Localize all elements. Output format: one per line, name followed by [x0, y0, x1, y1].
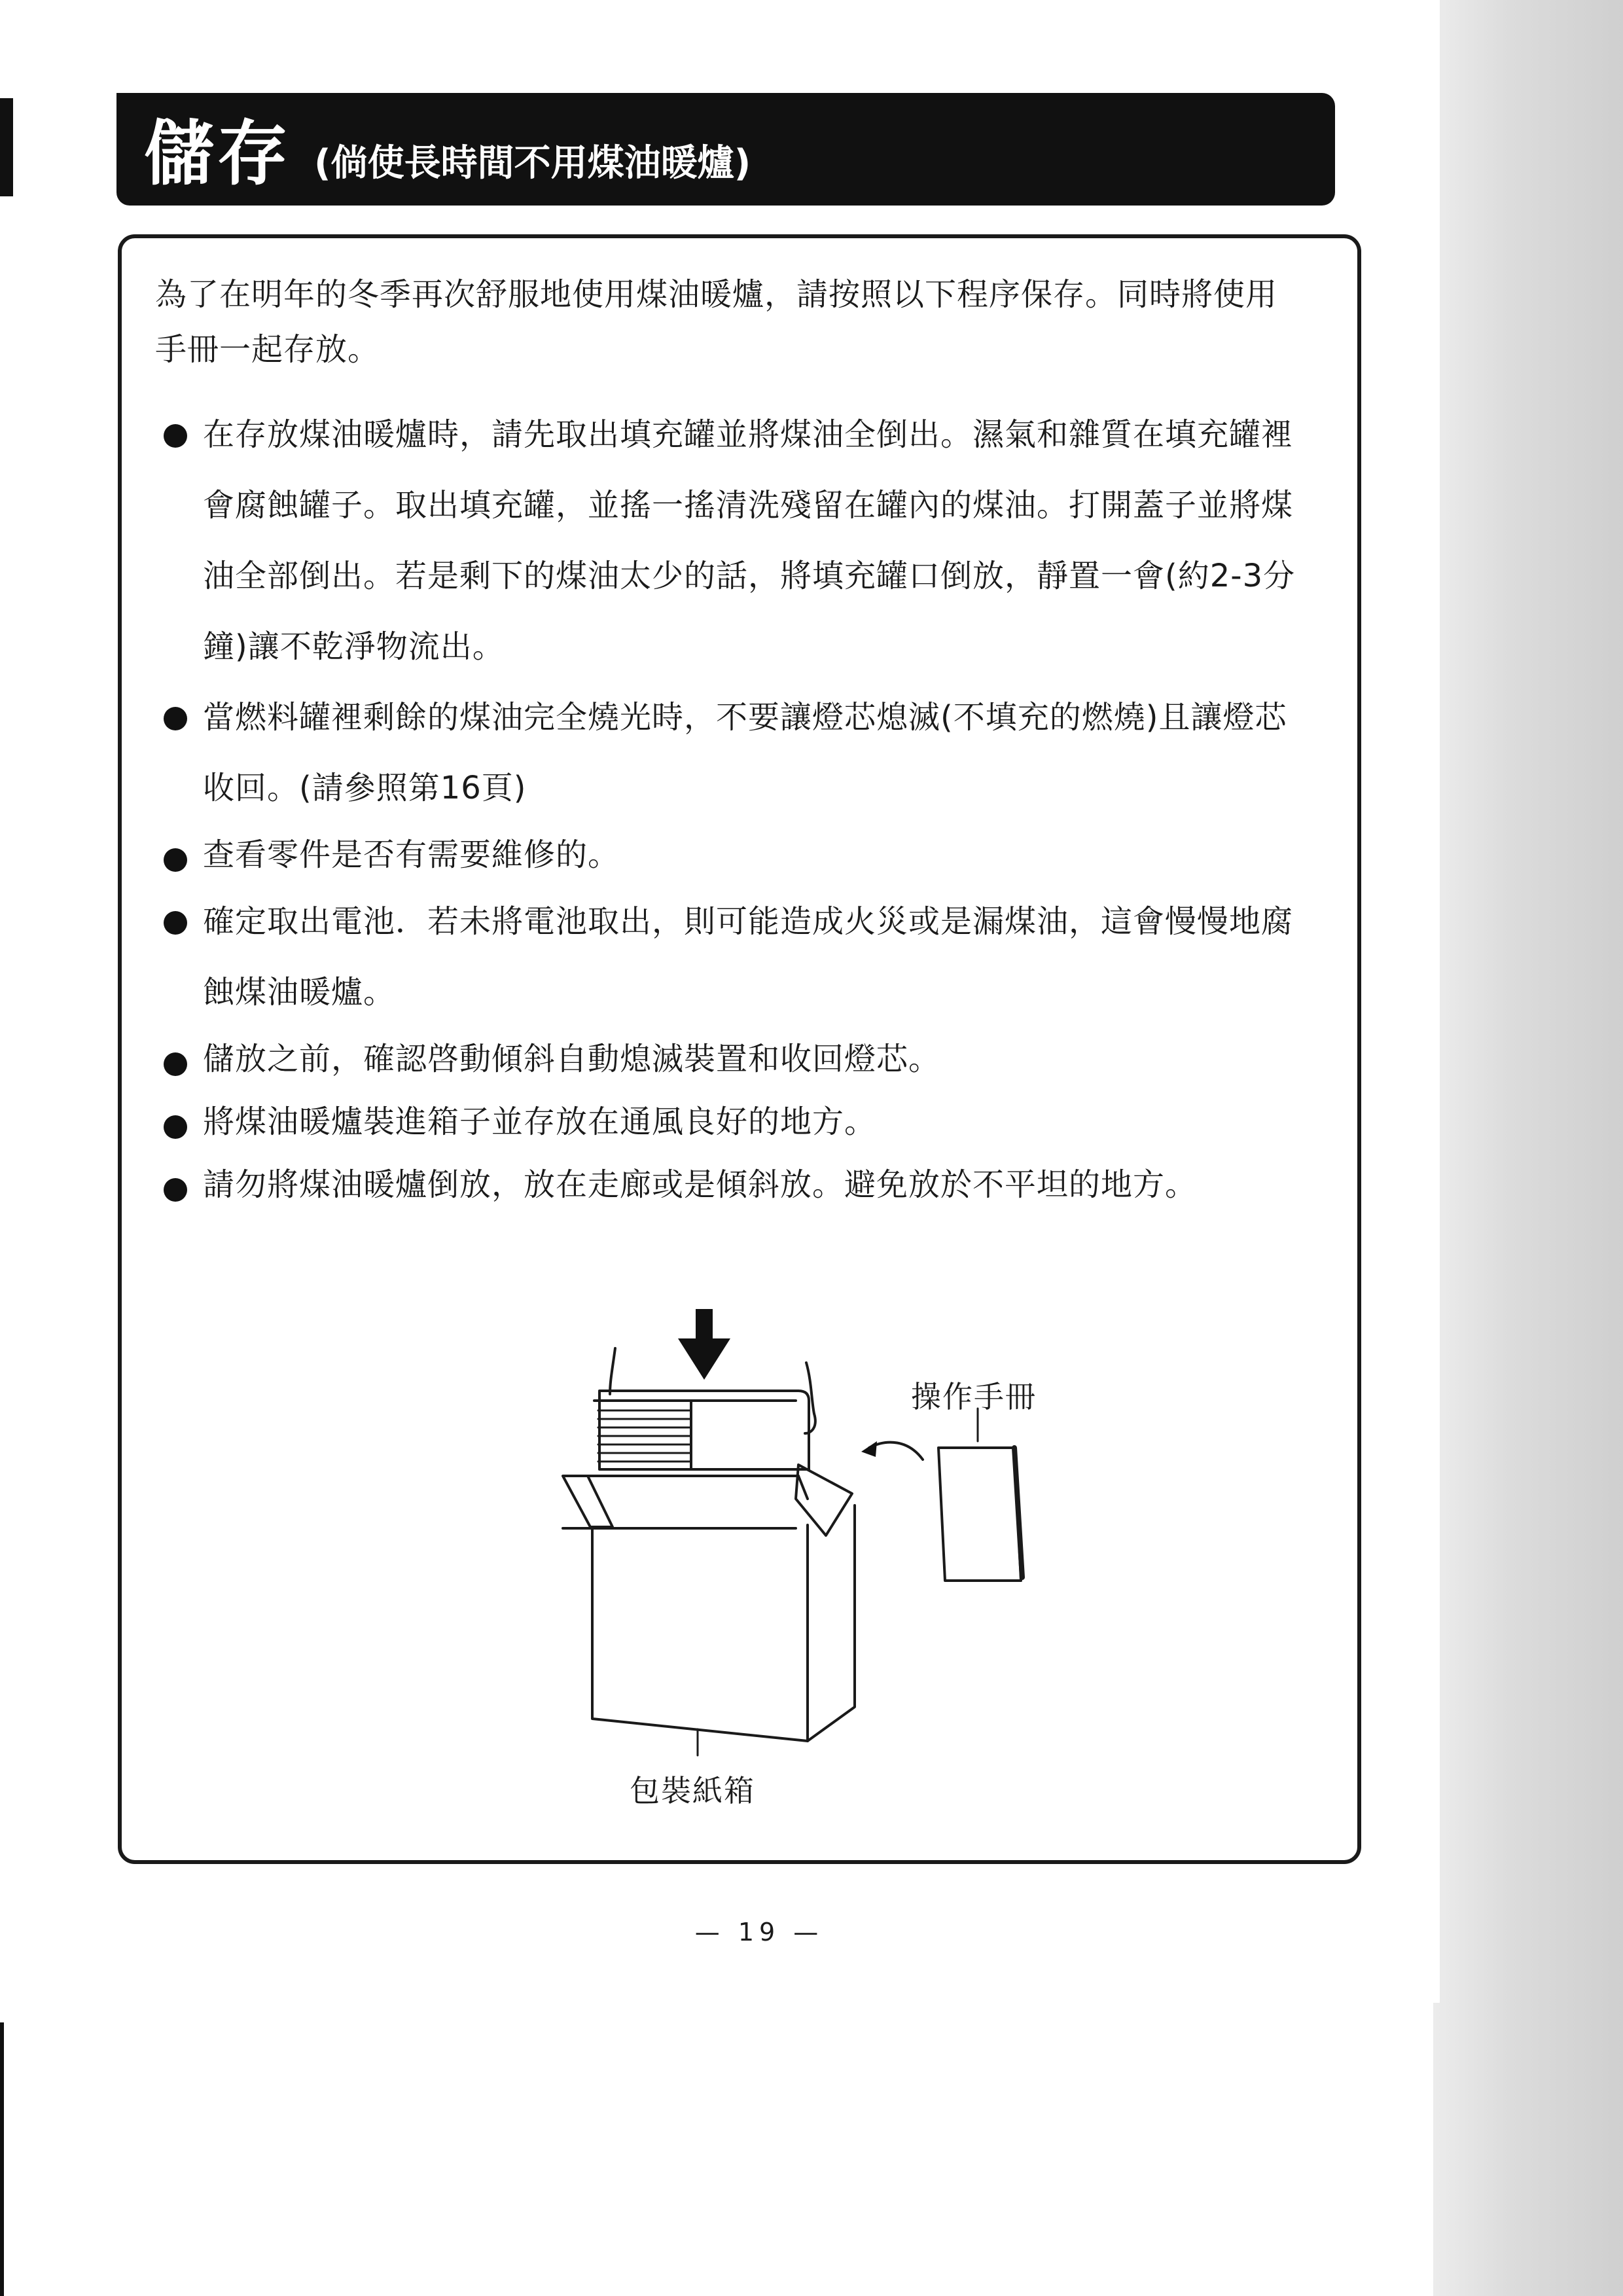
list-item — [164, 1028, 1315, 1090]
list-item-text: 請勿將煤油暖爐倒放，放在走廊或是傾斜放。避免放於不平坦的地方。 — [203, 1166, 1198, 1203]
box-label: 包裝紙箱 — [630, 1773, 755, 1808]
list-item-text: 當燃料罐裡剩餘的煤油完全燒光時，不要讓燈芯熄滅(不填充的燃燒)且讓燈芯收回。(請參照第16頁) — [203, 699, 1287, 806]
list-item — [164, 823, 1315, 886]
list-item-text: 確定取出電池．若未將電池取出，則可能造成火災或是漏煤油，這會慢慢地腐蝕煤油暖爐。 — [203, 903, 1294, 1011]
curved-arrow-icon — [861, 1441, 923, 1460]
manual-label: 操作手冊 — [911, 1379, 1037, 1414]
bullet-icon — [164, 911, 187, 935]
bullet-icon — [164, 424, 187, 448]
intro-paragraph: 為了在明年的冬季再次舒服地使用煤油暖爐，請按照以下程序保存。同時將使用手冊一起存放。 — [155, 276, 1278, 368]
manual-book-icon — [938, 1448, 1022, 1581]
list-item — [164, 1090, 1315, 1153]
heater-icon — [594, 1391, 809, 1469]
list-item-text: 查看零件是否有需要維修的。 — [203, 836, 620, 873]
bullet-icon — [164, 848, 187, 872]
list-item-text: 將煤油暖爐裝進箱子並存放在通風良好的地方。 — [203, 1103, 877, 1140]
bullet-icon — [164, 1115, 187, 1139]
binder-mark-lower — [0, 2022, 4, 2296]
list-item — [164, 399, 1315, 682]
cardboard-box-icon — [563, 1465, 855, 1741]
arrow-down-icon — [678, 1309, 730, 1380]
page-number: — 19 — — [694, 1918, 824, 1946]
section-subtitle: (倘使長時間不用煤油暖爐) — [314, 142, 751, 185]
list-item — [164, 682, 1315, 823]
list-item-text: 儲放之前，確認啓動傾斜自動熄滅裝置和收回燈芯。 — [203, 1041, 941, 1077]
section-title: 儲存 — [144, 113, 291, 195]
section-title-bar — [116, 93, 1335, 206]
scan-edge-shadow — [1433, 0, 1623, 2296]
list-item — [164, 886, 1315, 1028]
bullet-icon — [164, 1052, 187, 1076]
list-item-text: 在存放煤油暖爐時，請先取出填充罐並將煤油全倒出。濕氣和雜質在填充罐裡會腐蝕罐子。取出填充罐，並搖一搖清洗殘留在罐內的煤油。打開蓋子並將煤油全部倒出。若是剩下的煤油太少的話，將填充罐口倒放，靜置一會(約2-3分鐘)讓不乾淨物流出。 — [203, 416, 1296, 665]
list-item — [164, 1153, 1315, 1216]
bullet-icon — [164, 1178, 187, 1202]
bullet-icon — [164, 707, 187, 730]
storage-steps-list — [164, 399, 1315, 1216]
binder-mark — [0, 98, 13, 196]
